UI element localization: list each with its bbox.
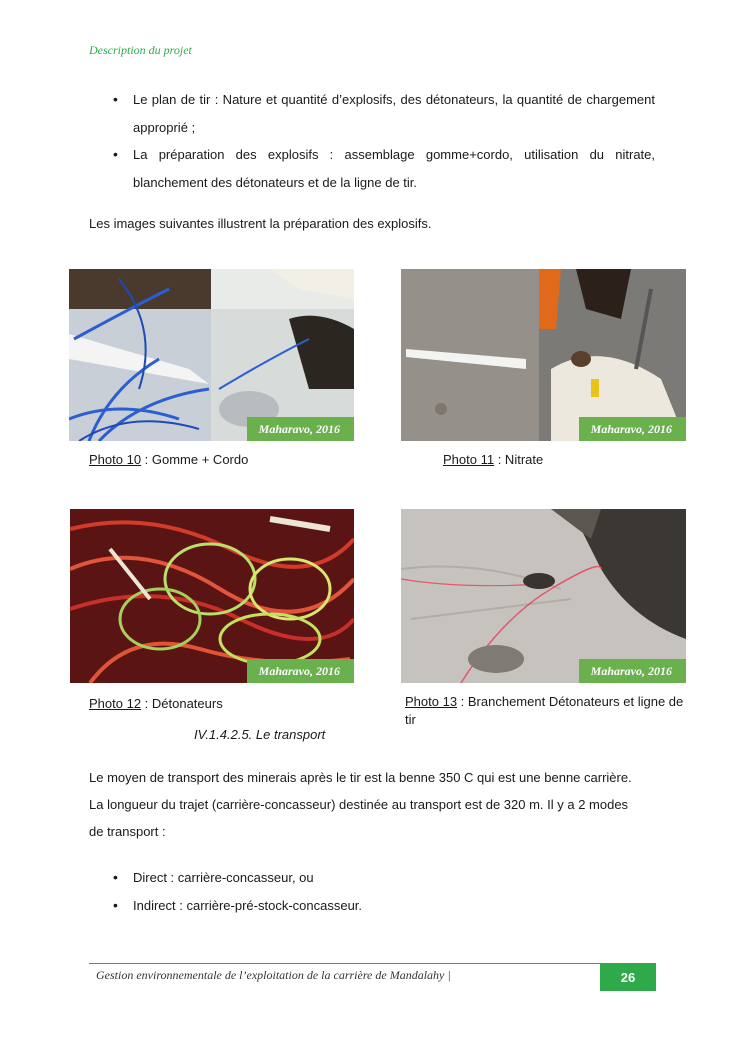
photo-image (401, 509, 686, 683)
photo-image (70, 509, 354, 683)
transport-line: Le moyen de transport des minerais après le tir est la benne 350 C qui est une benne carrière. (89, 770, 632, 785)
photo-branchement (401, 509, 686, 683)
photo-nitrate (401, 269, 686, 441)
photo-credit: Maharavo, 2016 (247, 417, 354, 441)
photo-caption (89, 695, 223, 713)
footer-text: Gestion environnementale de l’exploitation de la carrière de Mandalahy | (96, 968, 451, 982)
transport-line: de transport : (89, 824, 166, 839)
intro-paragraph: Les images suivantes illustrent la préparation des explosifs. (89, 216, 432, 231)
bullet-text: Indirect : carrière-pré-stock-concasseur. (133, 898, 363, 913)
photo-credit: Maharavo, 2016 (247, 659, 354, 683)
bullet-icon: • (113, 146, 118, 162)
caption-text: : Branchement Détonateurs et ligne de tir (405, 694, 684, 727)
photo-credit: Maharavo, 2016 (579, 659, 686, 683)
bullet-icon: • (113, 91, 118, 107)
bullet-icon: • (113, 897, 118, 913)
caption-text: : Gomme + Cordo (141, 452, 249, 467)
section-heading: IV.1.4.2.5. Le transport (194, 727, 326, 742)
page-number: 26 (600, 964, 656, 991)
photo-caption (89, 451, 248, 469)
bullet-text: La préparation des explosifs : assemblage gomme+cordo, utilisation du nitrate, blanchement des détonateurs et de la ligne de tir. (133, 147, 655, 190)
photo-credit: Maharavo, 2016 (579, 417, 686, 441)
bullet-text: Direct : carrière-concasseur, ou (133, 870, 314, 885)
footer-rule (89, 963, 656, 964)
photo-detonateurs (70, 509, 354, 683)
photo-gomme-cordo (69, 269, 354, 441)
bullet-text: Le plan de tir : Nature et quantité d’explosifs, des détonateurs, la quantité de chargement approprié ; (133, 92, 655, 135)
photo-image (69, 269, 354, 441)
transport-line: La longueur du trajet (carrière-concasseur) destinée au transport est de 320 m. Il y a 2 modes (89, 797, 629, 812)
photo-number: Photo 13 (405, 694, 458, 709)
bullet-icon: • (113, 869, 118, 885)
photo-number: Photo 10 (89, 452, 142, 467)
photo-caption (405, 693, 690, 729)
caption-text: : Nitrate (494, 452, 544, 467)
photo-number: Photo 11 (443, 452, 495, 467)
photo-image (401, 269, 686, 441)
caption-text: : Détonateurs (141, 696, 223, 711)
photo-number: Photo 12 (89, 696, 142, 711)
photo-caption (443, 451, 543, 469)
running-header: Description du projet (89, 43, 192, 57)
